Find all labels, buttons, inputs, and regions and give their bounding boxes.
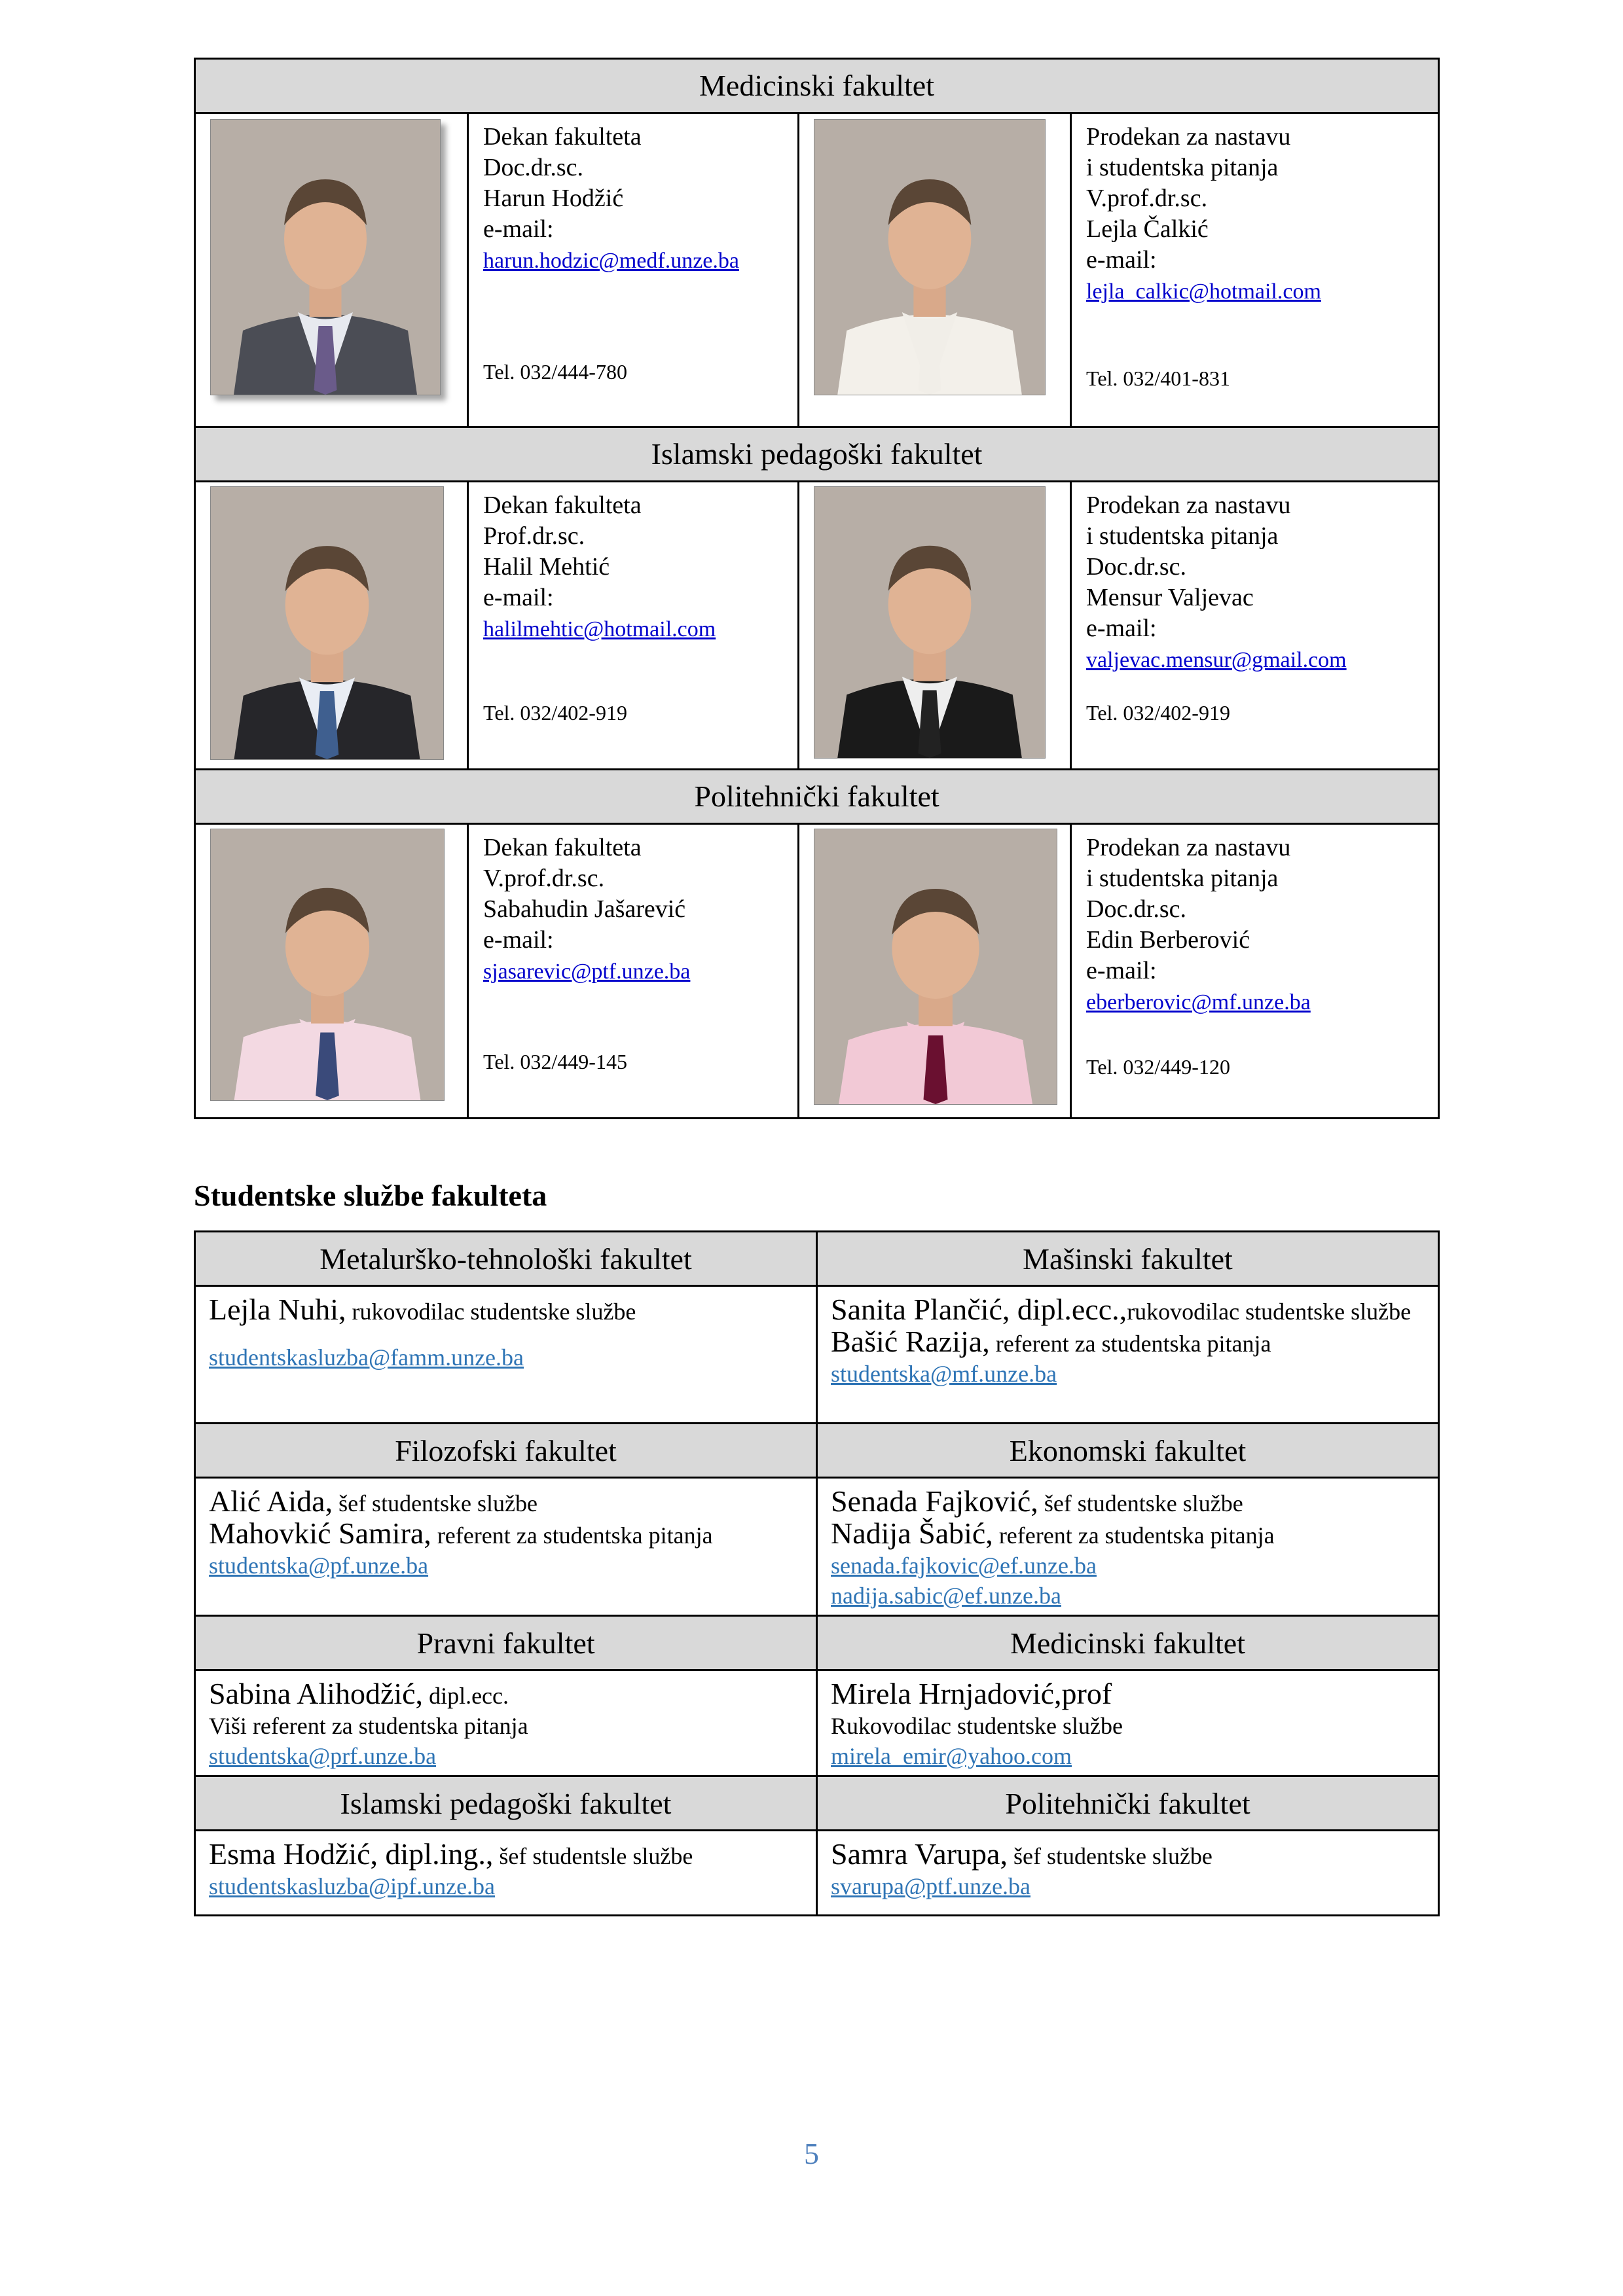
contact-line: Dekan fakulteta (483, 492, 642, 519)
service-staff-entry (209, 1711, 803, 1741)
portrait-photo (814, 119, 1046, 395)
service-email-link[interactable]: svarupa@ptf.unze.ba (831, 1873, 1031, 1899)
staff-role: Rukovodilac studentske službe (831, 1713, 1123, 1739)
portrait-photo (814, 829, 1057, 1105)
staff-name: Mirela Hrnjadović,prof (831, 1677, 1112, 1710)
student-services-table (194, 1230, 1440, 1916)
service-staff-entry (831, 1295, 1425, 1327)
service-staff-entry (209, 1679, 803, 1711)
spacer (209, 1327, 803, 1342)
contact-line: e-mail: (483, 215, 554, 243)
staff-role: Viši referent za studentska pitanja (209, 1713, 528, 1739)
staff-role: šef studentske službe (333, 1490, 538, 1516)
service-staff-entry (831, 1486, 1425, 1518)
service-staff-entry (209, 1486, 803, 1518)
faculty-header: Medicinski fakultet (195, 59, 1439, 113)
contact-cell (468, 482, 799, 770)
service-faculty-header: Filozofski fakultet (195, 1424, 817, 1478)
service-contact-cell (195, 1831, 817, 1916)
contact-line: V.prof.dr.sc. (1086, 185, 1208, 212)
service-email-link[interactable]: studentska@mf.unze.ba (831, 1361, 1057, 1387)
contact-line: i studentska pitanja (1086, 522, 1279, 550)
photo-cell (195, 824, 468, 1119)
portrait-photo (210, 486, 444, 760)
staff-role: referent za studentska pitanja (989, 1331, 1271, 1357)
service-contact-cell (817, 1478, 1439, 1616)
staff-name: Sanita Plančić, dipl.ecc., (831, 1293, 1127, 1326)
service-contact-cell (195, 1286, 817, 1424)
service-faculty-header: Islamski pedagoški fakultet (195, 1776, 817, 1831)
contact-line: Lejla Čalkić (1086, 215, 1209, 243)
service-email-link[interactable]: studentska@pf.unze.ba (209, 1552, 429, 1579)
contact-line: Prof.dr.sc. (483, 522, 585, 550)
contact-line: Halil Mehtić (483, 553, 610, 581)
service-staff-entry (831, 1518, 1425, 1551)
portrait-photo (210, 829, 445, 1101)
staff-name: Bašić Razija, (831, 1325, 990, 1358)
contact-line: Prodekan za nastavu (1086, 492, 1291, 519)
service-faculty-header: Medicinski fakultet (817, 1616, 1439, 1670)
email-link[interactable]: eberberovic@mf.unze.ba (1086, 990, 1311, 1014)
staff-name: Sabina Alihodžić, (209, 1677, 424, 1710)
contact-cell (1071, 482, 1439, 770)
email-link[interactable]: valjevac.mensur@gmail.com (1086, 648, 1347, 672)
contact-line: Dekan fakulteta (483, 123, 642, 151)
staff-name: Nadija Šabić, (831, 1516, 993, 1550)
deans-section (194, 58, 1438, 1119)
service-contact-cell (817, 1286, 1439, 1424)
contact-cell (1071, 113, 1439, 427)
staff-name: Samra Varupa, (831, 1837, 1008, 1871)
staff-role: referent za studentska pitanja (993, 1522, 1275, 1549)
service-staff-entry (831, 1327, 1425, 1359)
contact-line: Prodekan za nastavu (1086, 123, 1291, 151)
staff-role: šef studentske službe (1007, 1843, 1213, 1869)
service-faculty-header: Metalurško-tehnološki fakultet (195, 1232, 817, 1286)
service-staff-entry (831, 1679, 1425, 1711)
contact-line: e-mail: (1086, 615, 1157, 642)
email-link[interactable]: harun.hodzic@medf.unze.ba (483, 249, 739, 273)
photo-cell (195, 113, 468, 427)
service-email-link[interactable]: senada.fajkovic@ef.unze.ba (831, 1552, 1097, 1579)
service-email-link[interactable]: studentskasluzba@famm.unze.ba (209, 1344, 524, 1371)
contact-line: e-mail: (1086, 957, 1157, 984)
contact-line: Edin Berberović (1086, 926, 1250, 954)
telephone-text: Tel. 032/444-780 (483, 360, 627, 384)
service-contact-cell (195, 1478, 817, 1616)
service-email-link[interactable]: nadija.sabic@ef.unze.ba (831, 1583, 1061, 1609)
email-link[interactable]: sjasarevic@ptf.unze.ba (483, 960, 691, 984)
contact-line: V.prof.dr.sc. (483, 865, 605, 892)
page-number: 5 (804, 2137, 819, 2170)
portrait-photo (814, 486, 1046, 759)
contact-line: Doc.dr.sc. (483, 154, 584, 181)
service-faculty-header: Mašinski fakultet (817, 1232, 1439, 1286)
contact-line: Prodekan za nastavu (1086, 834, 1291, 861)
photo-cell (195, 482, 468, 770)
service-faculty-header: Ekonomski fakultet (817, 1424, 1439, 1478)
telephone-text: Tel. 032/449-120 (1086, 1055, 1230, 1079)
faculty-header: Politehnički fakultet (195, 770, 1439, 824)
service-contact-cell (817, 1670, 1439, 1776)
staff-role: rukovodilac studentske službe (346, 1299, 636, 1325)
contact-line: Doc.dr.sc. (1086, 553, 1187, 581)
contact-cell (1071, 824, 1439, 1119)
contact-line: Sabahudin Jašarević (483, 895, 686, 923)
service-email-link[interactable]: mirela_emir@yahoo.com (831, 1743, 1072, 1769)
service-staff-entry (831, 1711, 1425, 1741)
staff-role: referent za studentska pitanja (431, 1522, 713, 1549)
contact-line: i studentska pitanja (1086, 154, 1279, 181)
contact-line: e-mail: (483, 926, 554, 954)
service-email-link[interactable]: studentskasluzba@ipf.unze.ba (209, 1873, 496, 1899)
service-faculty-header: Pravni fakultet (195, 1616, 817, 1670)
service-contact-cell (195, 1670, 817, 1776)
service-contact-cell (817, 1831, 1439, 1916)
staff-role: šef studentske službe (1038, 1490, 1243, 1516)
contact-line: e-mail: (483, 584, 554, 611)
portrait-photo (210, 119, 441, 395)
service-faculty-header: Politehnički fakultet (817, 1776, 1439, 1831)
photo-cell (799, 482, 1071, 770)
service-email-link[interactable]: studentska@prf.unze.ba (209, 1743, 437, 1769)
staff-role: dipl.ecc. (423, 1683, 509, 1709)
deans-table (194, 58, 1440, 1119)
staff-name: Senada Fajković, (831, 1484, 1038, 1518)
contact-line: e-mail: (1086, 246, 1157, 274)
photo-cell (799, 824, 1071, 1119)
faculty-header: Islamski pedagoški fakultet (195, 427, 1439, 482)
photo-cell (799, 113, 1071, 427)
contact-cell (468, 824, 799, 1119)
staff-name: Lejla Nuhi, (209, 1293, 346, 1326)
service-staff-entry (209, 1839, 803, 1871)
staff-name: Alić Aida, (209, 1484, 333, 1518)
staff-role: rukovodilac studentske službe (1127, 1299, 1412, 1325)
staff-name: Mahovkić Samira, (209, 1516, 431, 1550)
contact-line: Harun Hodžić (483, 185, 624, 212)
contact-line: Mensur Valjevac (1086, 584, 1254, 611)
contact-line: Dekan fakulteta (483, 834, 642, 861)
contact-line: Doc.dr.sc. (1086, 895, 1187, 923)
email-link[interactable]: lejla_calkic@hotmail.com (1086, 279, 1321, 304)
service-staff-entry (209, 1518, 803, 1551)
telephone-text: Tel. 032/401-831 (1086, 367, 1230, 390)
contact-cell (468, 113, 799, 427)
service-staff-entry (209, 1295, 803, 1327)
email-link[interactable]: halilmehtic@hotmail.com (483, 617, 716, 641)
service-staff-entry (831, 1839, 1425, 1871)
contact-line: i studentska pitanja (1086, 865, 1279, 892)
telephone-text: Tel. 032/449-145 (483, 1050, 627, 1073)
telephone-text: Tel. 032/402-919 (483, 701, 627, 725)
services-section-title: Studentske službe fakulteta (194, 1179, 547, 1212)
telephone-text: Tel. 032/402-919 (1086, 701, 1230, 725)
staff-role: šef studentsle službe (493, 1843, 693, 1869)
staff-name: Esma Hodžić, dipl.ing., (209, 1837, 494, 1871)
